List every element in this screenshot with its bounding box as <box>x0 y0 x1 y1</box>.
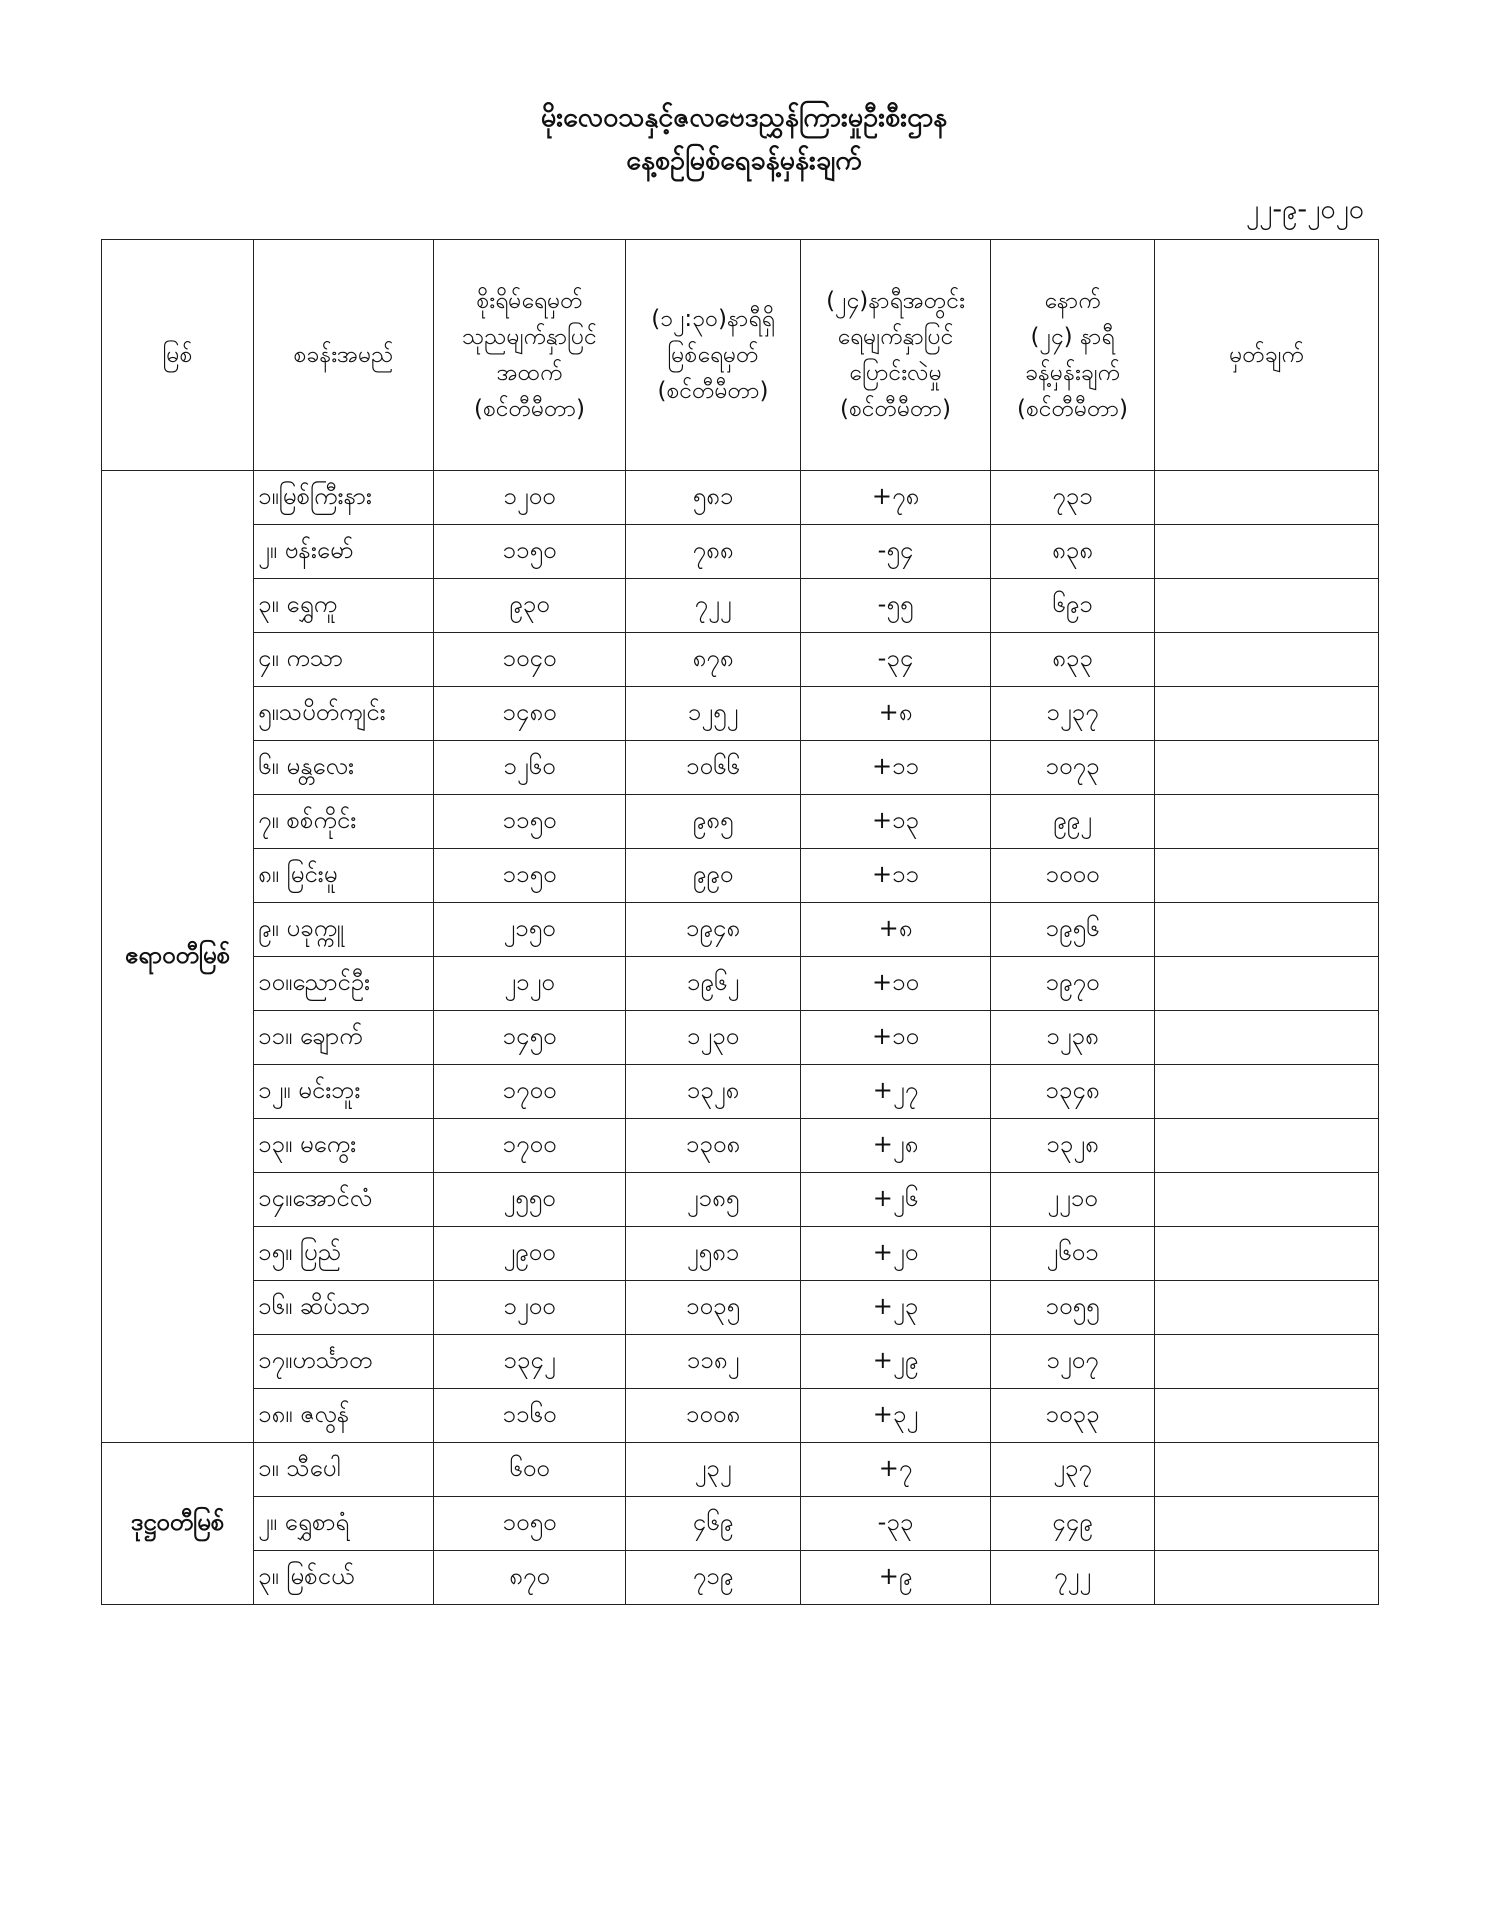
remark-cell <box>1155 525 1379 579</box>
danger-level-cell: ၁၂၀၀ <box>434 471 626 525</box>
level-change-cell: -၃၄ <box>801 633 991 687</box>
forecast-level-cell: ၁၀၅၅ <box>991 1281 1155 1335</box>
water-level-cell: ၁၂၃၀ <box>626 1011 801 1065</box>
page-subtitle: နေ့စဉ်မြစ်ရေခန့်မှန်းချက် <box>626 145 862 176</box>
forecast-level-cell: ၄၄၉ <box>991 1497 1155 1551</box>
level-change-cell: +၁၃ <box>801 795 991 849</box>
station-name-cell: ၁၆။ ဆိပ်သာ <box>254 1281 434 1335</box>
remark-cell <box>1155 633 1379 687</box>
water-level-cell: ၁၀၆၆ <box>626 741 801 795</box>
remark-cell <box>1155 579 1379 633</box>
header-line: အထက် <box>496 360 563 386</box>
water-level-cell: ၂၁၈၅ <box>626 1173 801 1227</box>
river-name: ဒုဋ္ဌဝတီမြစ် <box>102 1443 254 1605</box>
station-name-cell: ၁၀။ညောင်ဦး <box>254 957 434 1011</box>
forecast-level-cell: ၇၂၂ <box>991 1551 1155 1605</box>
danger-level-cell: ၈၇၀ <box>434 1551 626 1605</box>
table-row <box>102 1227 1379 1281</box>
forecast-level-cell: ၂၂၁၀ <box>991 1173 1155 1227</box>
water-level-cell: ၉၉၀ <box>626 849 801 903</box>
station-name-cell: ၁၇။ဟင်္သာတ <box>254 1335 434 1389</box>
forecast-level-cell: ၁၉၅၆ <box>991 903 1155 957</box>
table-header <box>102 240 1379 471</box>
danger-level-cell: ၁၄၅၀ <box>434 1011 626 1065</box>
level-change-cell: +၂၃ <box>801 1281 991 1335</box>
remark-cell <box>1155 1335 1379 1389</box>
remark-cell <box>1155 1011 1379 1065</box>
header-line: (၁၂:၃၀)နာရီရှိ <box>651 306 775 332</box>
forecast-level-cell: ၂၃၇ <box>991 1443 1155 1497</box>
station-name-cell: ၅။သပိတ်ကျင်း <box>254 687 434 741</box>
station-name-cell: ၄။ ကသာ <box>254 633 434 687</box>
forecast-level-cell: ၁၂၃၇ <box>991 687 1155 741</box>
remark-cell <box>1155 1551 1379 1605</box>
danger-level-cell: ၁၁၅၀ <box>434 795 626 849</box>
station-name-cell: ၃။ ရွှေကူ <box>254 579 434 633</box>
level-change-cell: +၁၀ <box>801 957 991 1011</box>
remark-cell <box>1155 1227 1379 1281</box>
header-line: စိုးရိမ်ရေမှတ် <box>476 288 583 314</box>
table-row <box>102 1497 1379 1551</box>
table-row <box>102 1173 1379 1227</box>
remark-cell <box>1155 471 1379 525</box>
forecast-level-cell: ၇၃၁ <box>991 471 1155 525</box>
water-level-cell: ၇၁၉ <box>626 1551 801 1605</box>
water-level-cell: ၉၈၅ <box>626 795 801 849</box>
station-name-cell: ၃။ မြစ်ငယ် <box>254 1551 434 1605</box>
danger-level-cell: ၁၇၀၀ <box>434 1065 626 1119</box>
level-change-cell: +၂၉ <box>801 1335 991 1389</box>
water-level-cell: ၈၇၈ <box>626 633 801 687</box>
header-line: သုညမျက်နှာပြင် <box>462 324 597 350</box>
water-level-cell: ၇၂၂ <box>626 579 801 633</box>
water-level-cell: ၁၂၅၂ <box>626 687 801 741</box>
header-line: (စင်တီမီတာ) <box>657 378 769 404</box>
danger-level-cell: ၁၃၄၂ <box>434 1335 626 1389</box>
col-river-header <box>102 240 254 471</box>
station-name-cell: ၁၁။ ချောက် <box>254 1011 434 1065</box>
table-body <box>102 471 1379 1605</box>
table-row <box>102 1389 1379 1443</box>
level-change-cell: +၈ <box>801 903 991 957</box>
header-line: စခန်းအမည် <box>293 342 394 368</box>
station-name-cell: ၉။ ပခုက္ကူ <box>254 903 434 957</box>
forecast-level-cell: ၁၂၀၇ <box>991 1335 1155 1389</box>
forecast-level-cell: ၁၀၃၃ <box>991 1389 1155 1443</box>
water-level-cell: ၁၁၈၂ <box>626 1335 801 1389</box>
station-name-cell: ၁၅။ ပြည် <box>254 1227 434 1281</box>
table-row <box>102 957 1379 1011</box>
table-row <box>102 1281 1379 1335</box>
table-row <box>102 687 1379 741</box>
water-level-cell: ၁၃၀၈ <box>626 1119 801 1173</box>
level-change-cell: -၅၄ <box>801 525 991 579</box>
level-change-cell: +၇၈ <box>801 471 991 525</box>
water-level-cell: ၅၈၁ <box>626 471 801 525</box>
water-level-cell: ၁၃၂၈ <box>626 1065 801 1119</box>
table-row <box>102 471 1379 525</box>
remark-cell <box>1155 1443 1379 1497</box>
danger-level-cell: ၁၀၄၀ <box>434 633 626 687</box>
danger-level-cell: ၂၁၂၀ <box>434 957 626 1011</box>
station-name-cell: ၁၈။ ဇလွန် <box>254 1389 434 1443</box>
header-line: နောက် <box>1044 288 1101 314</box>
remark-cell <box>1155 1389 1379 1443</box>
header-line: (၂၄)နာရီအတွင်း <box>826 288 965 314</box>
forecast-level-cell: ၁၂၃၈ <box>991 1011 1155 1065</box>
table-row <box>102 579 1379 633</box>
table-row <box>102 903 1379 957</box>
danger-level-cell: ၂၅၅၀ <box>434 1173 626 1227</box>
station-name-cell: ၁။ သီပေါ <box>254 1443 434 1497</box>
water-level-cell: ၁၀၃၅ <box>626 1281 801 1335</box>
header-line: မှတ်ချက် <box>1229 342 1304 368</box>
forecast-level-cell: ၁၉၇၀ <box>991 957 1155 1011</box>
danger-level-cell: ၁၂၀၀ <box>434 1281 626 1335</box>
level-change-cell: -၅၅ <box>801 579 991 633</box>
water-level-cell: ၁၉၄၈ <box>626 903 801 957</box>
level-change-cell: +၂၇ <box>801 1065 991 1119</box>
danger-level-cell: ၉၃၀ <box>434 579 626 633</box>
report-date: ၂၂-၉-၂၀၂၀ <box>1245 194 1364 225</box>
table-row <box>102 1335 1379 1389</box>
station-name-cell: ၁။မြစ်ကြီးနား <box>254 471 434 525</box>
remark-cell <box>1155 1173 1379 1227</box>
station-name-cell: ၁၄။အောင်လံ <box>254 1173 434 1227</box>
remark-cell <box>1155 1281 1379 1335</box>
level-change-cell: +၃၂ <box>801 1389 991 1443</box>
remark-cell <box>1155 1119 1379 1173</box>
header-line: (စင်တီမီတာ) <box>473 396 586 422</box>
table-row <box>102 741 1379 795</box>
level-change-cell: +၂၆ <box>801 1173 991 1227</box>
station-name-cell: ၁၃။ မကွေး <box>254 1119 434 1173</box>
col-remark-header <box>1155 240 1379 471</box>
level-change-cell: -၃၃ <box>801 1497 991 1551</box>
level-change-cell: +၁၀ <box>801 1011 991 1065</box>
station-name-cell: ၁၂။ မင်းဘူး <box>254 1065 434 1119</box>
danger-level-cell: ၂၁၅၀ <box>434 903 626 957</box>
remark-cell <box>1155 795 1379 849</box>
level-change-cell: +၇ <box>801 1443 991 1497</box>
water-level-cell: ၁၀၀၈ <box>626 1389 801 1443</box>
station-name-cell: ၂။ ရွှေစာရံ <box>254 1497 434 1551</box>
table-row <box>102 1119 1379 1173</box>
water-level-cell: ၁၉၆၂ <box>626 957 801 1011</box>
level-change-cell: +၂၀ <box>801 1227 991 1281</box>
table-row <box>102 633 1379 687</box>
table-row <box>102 849 1379 903</box>
page-title: မိုးလေဝသနှင့်ဇလဗေဒညွှန်ကြားမှုဦးစီးဌာန <box>540 102 948 133</box>
header-line: မြစ် <box>162 342 193 368</box>
header-line: ခန့်မှန်းချက် <box>1025 360 1120 386</box>
table-row <box>102 795 1379 849</box>
danger-level-cell: ၁၁၆၀ <box>434 1389 626 1443</box>
forecast-level-cell: ၁၀၇၃ <box>991 741 1155 795</box>
water-level-cell: ၇၈၈ <box>626 525 801 579</box>
danger-level-cell: ၂၉၀၀ <box>434 1227 626 1281</box>
level-change-cell: +၁၁ <box>801 849 991 903</box>
col-change-header <box>801 240 991 471</box>
header-line: ရေမျက်နှာပြင် <box>837 324 954 350</box>
col-forecast-header <box>991 240 1155 471</box>
table-row <box>102 1551 1379 1605</box>
water-level-cell: ၄၆၉ <box>626 1497 801 1551</box>
forecast-level-cell: ၈၃၈ <box>991 525 1155 579</box>
forecast-level-cell: ၉၉၂ <box>991 795 1155 849</box>
station-name-cell: ၆။ မန္တလေး <box>254 741 434 795</box>
header-line: မြစ်ရေမှတ် <box>667 342 759 368</box>
header-line: (၂၄) နာရီ <box>1030 324 1115 350</box>
forecast-level-cell: ၈၃၃ <box>991 633 1155 687</box>
remark-cell <box>1155 903 1379 957</box>
remark-cell <box>1155 1065 1379 1119</box>
water-level-cell: ၂၅၈၁ <box>626 1227 801 1281</box>
table-row <box>102 525 1379 579</box>
table-row <box>102 1011 1379 1065</box>
col-water-level-header <box>626 240 801 471</box>
forecast-level-cell: ၂၆၀၁ <box>991 1227 1155 1281</box>
danger-level-cell: ၁၇၀၀ <box>434 1119 626 1173</box>
danger-level-cell: ၁၀၅၀ <box>434 1497 626 1551</box>
col-danger-level-header <box>434 240 626 471</box>
remark-cell <box>1155 957 1379 1011</box>
forecast-level-cell: ၁၀၀၀ <box>991 849 1155 903</box>
header-row <box>102 240 1379 471</box>
station-name-cell: ၈။ မြင်းမူ <box>254 849 434 903</box>
forecast-level-cell: ၁၃၄၈ <box>991 1065 1155 1119</box>
river-level-table <box>101 239 1379 1605</box>
river-name: ဧရာဝတီမြစ် <box>102 471 254 1443</box>
header-line: ပြောင်းလဲမှု <box>849 360 942 386</box>
col-station-header <box>254 240 434 471</box>
table-row <box>102 1065 1379 1119</box>
danger-level-cell: ၁၂၆၀ <box>434 741 626 795</box>
table-row <box>102 1443 1379 1497</box>
header-line: (စင်တီမီတာ) <box>1016 396 1129 422</box>
forecast-level-cell: ၆၉၁ <box>991 579 1155 633</box>
remark-cell <box>1155 849 1379 903</box>
danger-level-cell: ၁၁၅၀ <box>434 525 626 579</box>
station-name-cell: ၂။ ဗန်းမော် <box>254 525 434 579</box>
remark-cell <box>1155 687 1379 741</box>
remark-cell <box>1155 741 1379 795</box>
level-change-cell: +၉ <box>801 1551 991 1605</box>
station-name-cell: ၇။ စစ်ကိုင်း <box>254 795 434 849</box>
danger-level-cell: ၁၄၈၀ <box>434 687 626 741</box>
forecast-level-cell: ၁၃၂၈ <box>991 1119 1155 1173</box>
header-line: (စင်တီမီတာ) <box>839 396 952 422</box>
water-level-cell: ၂၃၂ <box>626 1443 801 1497</box>
remark-cell <box>1155 1497 1379 1551</box>
level-change-cell: +၁၁ <box>801 741 991 795</box>
danger-level-cell: ၁၁၅၀ <box>434 849 626 903</box>
level-change-cell: +၈ <box>801 687 991 741</box>
danger-level-cell: ၆၀၀ <box>434 1443 626 1497</box>
level-change-cell: +၂၈ <box>801 1119 991 1173</box>
